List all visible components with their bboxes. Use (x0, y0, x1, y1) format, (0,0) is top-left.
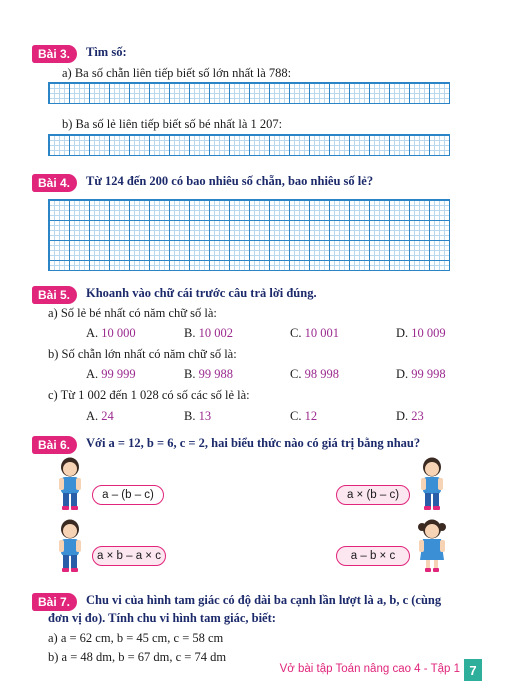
bai5-c-option-c[interactable]: C. 12 (290, 409, 318, 423)
bai3-part-b: b) Ba số lẻ liên tiếp biết số bé nhất là 1 207: (62, 117, 283, 131)
bai5-question-c: c) Từ 1 002 đến 1 028 có số các số lẻ là: (48, 388, 250, 402)
bai5-b-option-c[interactable]: C. 98 998 (290, 367, 339, 381)
bai4-title: Từ 124 đến 200 có bao nhiêu số chẵn, bao nhiêu số lẻ? (86, 174, 374, 188)
boy-figure-icon (414, 456, 450, 512)
bai5-a-option-c[interactable]: C. 10 001 (290, 326, 339, 340)
bai3-badge: Bài 3. (32, 45, 77, 63)
bai7-title-line2: đơn vị đo). Tính chu vi hình tam giác, biết: (48, 611, 276, 625)
bai7-badge: Bài 7. (32, 593, 77, 611)
answer-grid-bai3b[interactable] (48, 134, 450, 156)
page-number: 7 (464, 659, 482, 681)
bai5-c-option-a[interactable]: A. 24 (86, 409, 114, 423)
bai5-question-a: a) Số lẻ bé nhất có năm chữ số là: (48, 306, 217, 320)
bai7-part-b: b) a = 48 dm, b = 67 dm, c = 74 dm (48, 650, 227, 664)
book-title-footer: Vở bài tập Toán nâng cao 4 - Tập 1 (279, 663, 460, 675)
boy-figure-icon (52, 518, 88, 574)
bai6-badge: Bài 6. (32, 436, 77, 454)
answer-grid-bai4[interactable] (48, 199, 450, 271)
bai5-badge: Bài 5. (32, 286, 77, 304)
expression-a-times-b-minus-c[interactable]: a × (b – c) (336, 485, 410, 505)
boy-figure-icon (52, 456, 88, 512)
bai5-b-option-b[interactable]: B. 99 988 (184, 367, 233, 381)
bai3-title: Tìm số: (86, 45, 127, 59)
bai4-badge: Bài 4. (32, 174, 77, 192)
bai5-a-option-b[interactable]: B. 10 002 (184, 326, 233, 340)
bai5-title: Khoanh vào chữ cái trước câu trả lời đúng. (86, 286, 317, 300)
girl-figure-icon (414, 518, 450, 574)
expression-a-minus-b-times-c[interactable]: a – b × c (336, 546, 410, 566)
bai6-title: Với a = 12, b = 6, c = 2, hai biểu thức nào có giá trị bằng nhau? (86, 436, 421, 450)
bai5-b-option-d[interactable]: D. 99 998 (396, 367, 446, 381)
bai5-c-option-d[interactable]: D. 23 (396, 409, 424, 423)
bai7-title-line1: Chu vi của hình tam giác có độ dài ba cạnh lần lượt là a, b, c (cùng (86, 593, 442, 607)
bai7-part-a: a) a = 62 cm, b = 45 cm, c = 58 cm (48, 631, 224, 645)
answer-grid-bai3a[interactable] (48, 82, 450, 104)
expression-a-times-b-minus-a-times-c[interactable]: a × b – a × c (92, 546, 166, 566)
bai5-a-option-a[interactable]: A. 10 000 (86, 326, 136, 340)
bai5-question-b: b) Số chẵn lớn nhất có năm chữ số là: (48, 347, 237, 361)
expression-a-minus-b-minus-c[interactable]: a – (b – c) (92, 485, 164, 505)
bai5-c-option-b[interactable]: B. 13 (184, 409, 212, 423)
bai5-b-option-a[interactable]: A. 99 999 (86, 367, 136, 381)
bai3-part-a: a) Ba số chẵn liên tiếp biết số lớn nhất là 788: (62, 66, 292, 80)
bai5-a-option-d[interactable]: D. 10 009 (396, 326, 446, 340)
